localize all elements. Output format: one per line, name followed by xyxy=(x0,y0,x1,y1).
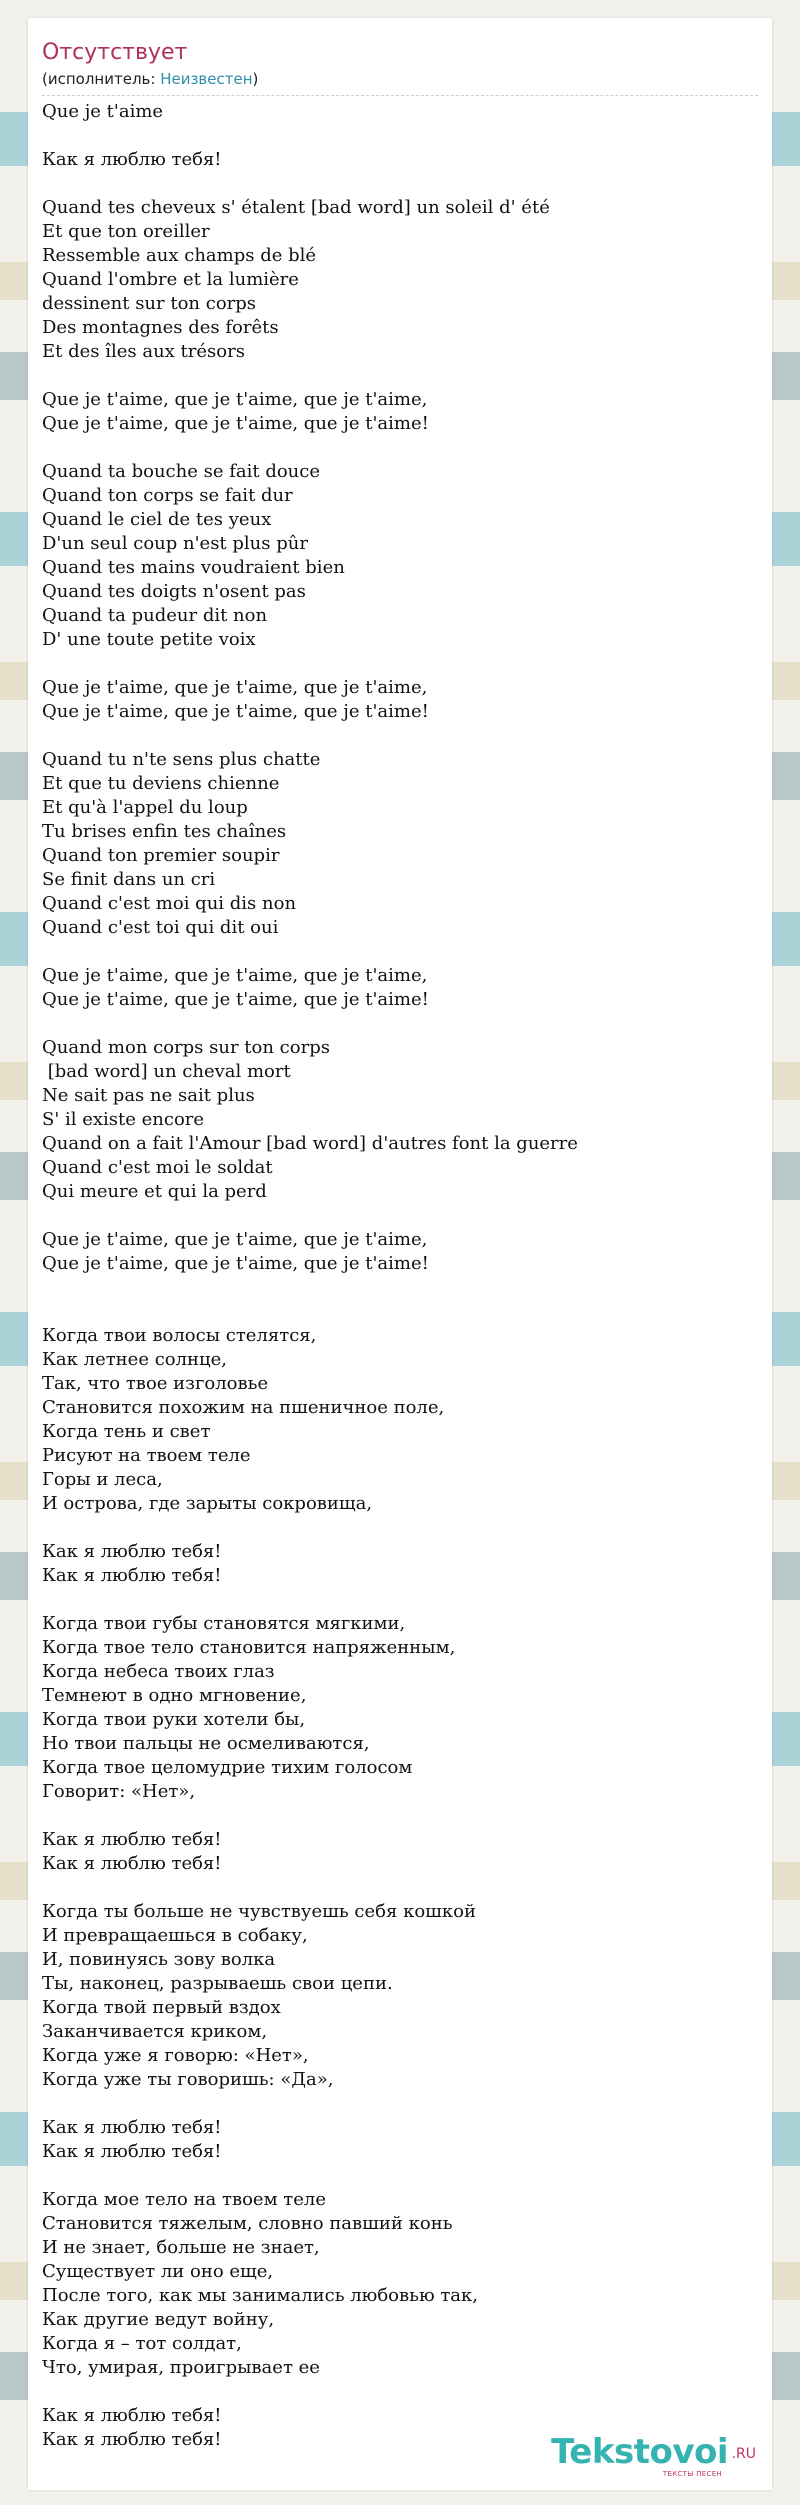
lyric-line: Tu brises enfin tes chaînes xyxy=(42,821,287,842)
lyric-line: Quand ta pudeur dit non xyxy=(42,605,268,626)
lyric-line: Когда уже ты говоришь: «Да», xyxy=(42,2069,334,2090)
lyric-line: Quand mon corps sur ton corps xyxy=(42,1037,330,1058)
lyric-line: Quand tu n'te sens plus chatte xyxy=(42,749,321,770)
lyric-line: Как я люблю тебя! xyxy=(42,1853,222,1874)
lyric-line xyxy=(42,172,758,196)
lyrics-card xyxy=(28,18,772,2490)
lyric-line: И, повинуясь зову волка xyxy=(42,1949,276,1970)
lyric-line: Quand c'est toi qui dit oui xyxy=(42,917,279,938)
lyric-line: Что, умирая, проигрывает ее xyxy=(42,2357,320,2378)
lyric-line: Как я люблю тебя! xyxy=(42,2117,222,2138)
artist-line xyxy=(42,70,258,88)
artist-prefix: (исполнитель: xyxy=(42,70,161,88)
lyric-line xyxy=(42,436,758,460)
lyric-line: Que je t'aime, que je t'aime, que je t'aime! xyxy=(42,989,429,1010)
lyric-line: Quand l'ombre et la lumière xyxy=(42,269,299,290)
lyric-line: Quand tes cheveux s' étalent [bad word] un soleil d' été xyxy=(42,197,550,218)
lyric-line: Горы и леса, xyxy=(42,1469,163,1490)
lyric-line: Quand tes mains voudraient bien xyxy=(42,557,345,578)
lyric-line: Заканчивается криком, xyxy=(42,2021,268,2042)
lyric-line: Как я люблю тебя! xyxy=(42,2429,222,2450)
lyric-line: Et des îles aux trésors xyxy=(42,341,245,362)
lyric-line xyxy=(42,1276,758,1300)
lyric-line: S' il existe encore xyxy=(42,1109,205,1130)
lyric-line: Когда небеса твоих глаз xyxy=(42,1661,275,1682)
lyric-line: Quand ton corps se fait dur xyxy=(42,485,293,506)
artist-link[interactable]: Неизвестен xyxy=(160,70,253,88)
lyric-line: [bad word] un cheval mort xyxy=(42,1061,291,1082)
lyric-line: И острова, где зарыты сокровища, xyxy=(42,1493,373,1514)
lyric-line: Quand ton premier soupir xyxy=(42,845,280,866)
lyric-line: Когда тень и свет xyxy=(42,1421,211,1442)
lyric-line: Que je t'aime, que je t'aime, que je t'aime, xyxy=(42,1229,428,1250)
lyric-line: Как я люблю тебя! xyxy=(42,1565,222,1586)
lyric-line xyxy=(42,724,758,748)
lyric-line: И не знает, больше не знает, xyxy=(42,2237,320,2258)
lyric-line xyxy=(42,2164,758,2188)
lyric-line: Ne sait pas ne sait plus xyxy=(42,1085,255,1106)
lyric-line: Se finit dans un cri xyxy=(42,869,216,890)
lyric-line: После того, как мы занимались любовью так, xyxy=(42,2285,479,2306)
lyric-line: Становится тяжелым, словно павший конь xyxy=(42,2213,453,2234)
lyric-line: Des montagnes des forêts xyxy=(42,317,279,338)
lyric-line: Qui meure et qui la perd xyxy=(42,1181,267,1202)
lyric-line: Que je t'aime, que je t'aime, que je t'aime, xyxy=(42,389,428,410)
lyric-line: Темнеют в одно мгновение, xyxy=(42,1685,307,1706)
lyric-line: Становится похожим на пшеничное поле, xyxy=(42,1397,445,1418)
lyric-line xyxy=(42,2380,758,2404)
lyric-line: Quand ta bouche se fait douce xyxy=(42,461,321,482)
lyric-line: Quand c'est moi le soldat xyxy=(42,1157,273,1178)
lyric-line xyxy=(42,1588,758,1612)
lyric-line: Et que tu deviens chienne xyxy=(42,773,280,794)
lyric-line: Que je t'aime, que je t'aime, que je t'aime! xyxy=(42,413,429,434)
artist-suffix: ) xyxy=(252,70,259,88)
lyric-line: Quand on a fait l'Amour [bad word] d'autres font la guerre xyxy=(42,1133,578,1154)
lyric-line: Когда твои волосы стелятся, xyxy=(42,1325,317,1346)
lyric-line: Говорит: «Нет», xyxy=(42,1781,196,1802)
lyric-line xyxy=(42,1012,758,1036)
lyric-line: Когда твои руки хотели бы, xyxy=(42,1709,306,1730)
song-title: Отсутствует xyxy=(42,40,188,65)
lyric-line: Et que ton oreiller xyxy=(42,221,210,242)
lyrics-text xyxy=(42,100,758,2452)
lyric-line xyxy=(42,652,758,676)
lyric-line: Que je t'aime, que je t'aime, que je t'aime, xyxy=(42,965,428,986)
lyric-line: Когда я – тот солдат, xyxy=(42,2333,242,2354)
lyric-line: Когда твои губы становятся мягкими, xyxy=(42,1613,406,1634)
lyric-line xyxy=(42,1876,758,1900)
lyric-line: Quand tes doigts n'osent pas xyxy=(42,581,306,602)
lyric-line xyxy=(42,1516,758,1540)
lyric-line: Как я люблю тебя! xyxy=(42,1541,222,1562)
lyric-line xyxy=(42,124,758,148)
lyric-line: D' une toute petite voix xyxy=(42,629,256,650)
lyric-line: Когда твой первый вздох xyxy=(42,1997,281,2018)
lyric-line: D'un seul coup n'est plus pûr xyxy=(42,533,308,554)
lyric-line: Que je t'aime, que je t'aime, que je t'aime! xyxy=(42,701,429,722)
lyric-line xyxy=(42,1804,758,1828)
lyric-line: Когда твое тело становится напряженным, xyxy=(42,1637,456,1658)
lyric-line: Que je t'aime, que je t'aime, que je t'aime! xyxy=(42,1253,429,1274)
lyric-line xyxy=(42,364,758,388)
lyric-line: Когда твое целомудрие тихим голосом xyxy=(42,1757,413,1778)
lyric-line: Существует ли оно еще, xyxy=(42,2261,274,2282)
lyric-line: Когда уже я говорю: «Нет», xyxy=(42,2045,309,2066)
lyric-line: Ты, наконец, разрываешь свои цепи. xyxy=(42,1973,393,1994)
lyric-line: Так, что твое изголовье xyxy=(42,1373,269,1394)
lyric-line xyxy=(42,940,758,964)
lyric-line: Quand c'est moi qui dis non xyxy=(42,893,297,914)
logo-name: Tekstovoi xyxy=(551,2432,728,2472)
lyric-line: Et qu'à l'appel du loup xyxy=(42,797,248,818)
logo-tld: .RU xyxy=(731,2446,756,2462)
lyric-line: Как летнее солнце, xyxy=(42,1349,228,1370)
lyric-line xyxy=(42,2092,758,2116)
lyric-line: Но твои пальцы не осмеливаются, xyxy=(42,1733,370,1754)
lyric-line xyxy=(42,1204,758,1228)
logo-tagline: ТЕКСТЫ ПЕСЕН xyxy=(662,2470,722,2478)
lyric-line: dessinent sur ton corps xyxy=(42,293,257,314)
lyric-line: Как я люблю тебя! xyxy=(42,2405,222,2426)
lyric-line: Когда ты больше не чувствуешь себя кошкой xyxy=(42,1901,476,1922)
lyric-line: Как я люблю тебя! xyxy=(42,1829,222,1850)
lyric-line: Que je t'aime, que je t'aime, que je t'aime, xyxy=(42,677,428,698)
lyric-line: Que je t'aime xyxy=(42,101,164,122)
header-divider xyxy=(42,95,758,96)
lyric-line: Как я люблю тебя! xyxy=(42,2141,222,2162)
lyric-line: И превращаешься в собаку, xyxy=(42,1925,308,1946)
lyric-line: Как я люблю тебя! xyxy=(42,149,222,170)
lyric-line xyxy=(42,1300,758,1324)
lyric-line: Рисуют на твоем теле xyxy=(42,1445,251,1466)
site-logo[interactable] xyxy=(551,2432,756,2480)
lyric-line: Ressemble aux champs de blé xyxy=(42,245,317,266)
lyric-line: Как другие ведут войну, xyxy=(42,2309,275,2330)
lyric-line: Quand le ciel de tes yeux xyxy=(42,509,272,530)
lyric-line: Когда мое тело на твоем теле xyxy=(42,2189,327,2210)
